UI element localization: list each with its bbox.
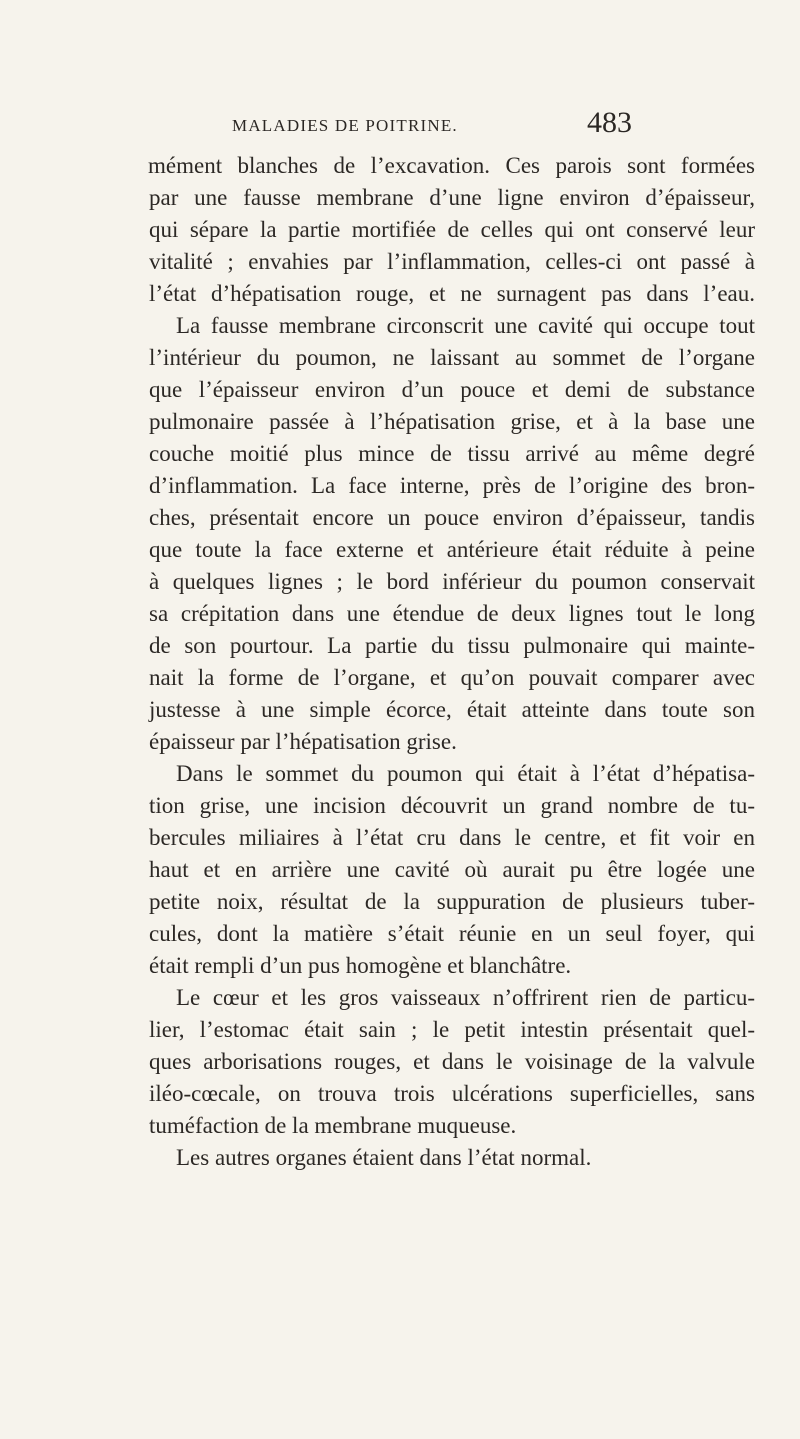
text-line: lier, l’estomac était sain ; le petit intestin présentait quel- — [149, 1017, 755, 1042]
text-line: Dans le sommet du poumon qui était à l’état d’hépatisa- — [176, 761, 755, 786]
text-line: que l’épaisseur environ d’un pouce et demi de substance — [149, 377, 755, 402]
text-line: La fausse membrane circonscrit une cavité qui occupe tout — [176, 313, 755, 338]
text-line: pulmonaire passée à l’hépatisation grise, et à la base une — [149, 409, 755, 434]
text-line: bercules miliaires à l’état cru dans le centre, et fit voir en — [149, 825, 755, 850]
text-line: tion grise, une incision découvrit un grand nombre de tu- — [149, 793, 755, 818]
text-line: nait la forme de l’organe, et qu’on pouvait comparer avec — [149, 665, 755, 690]
text-line: iléo-cœcale, on trouva trois ulcérations superficielles, sans — [149, 1081, 755, 1106]
text-line: Le cœur et les gros vaisseaux n’offrirent rien de particu- — [176, 985, 755, 1010]
text-line: Les autres organes étaient dans l’état normal. — [176, 1145, 592, 1170]
text-line: cules, dont la matière s’était réunie en un seul foyer, qui — [149, 921, 755, 946]
text-line: haut et en arrière une cavité où aurait pu être logée une — [149, 857, 755, 882]
text-line: par une fausse membrane d’une ligne environ d’épaisseur, — [149, 185, 755, 210]
text-line: ches, présentait encore un pouce environ d’épaisseur, tandis — [149, 505, 755, 530]
text-line: de son pourtour. La partie du tissu pulmonaire qui mainte- — [149, 633, 755, 658]
text-line: qui sépare la partie mortifiée de celles qui ont conservé leur — [149, 217, 755, 242]
text-line: était rempli d’un pus homogène et blanchâtre. — [149, 953, 572, 978]
text-line: à quelques lignes ; le bord inférieur du poumon conservait — [149, 569, 755, 594]
text-line: l’intérieur du poumon, ne laissant au sommet de l’organe — [149, 345, 755, 370]
text-line: mément blanches de l’excavation. Ces parois sont formées — [148, 153, 755, 178]
text-line: justesse à une simple écorce, était atteinte dans toute son — [149, 697, 755, 722]
page-number: 483 — [587, 106, 632, 139]
text-line: épaisseur par l’hépatisation grise. — [149, 729, 457, 754]
text-line: petite noix, résultat de la suppuration de plusieurs tuber- — [149, 889, 755, 914]
text-line: d’inflammation. La face interne, près de l’origine des bron- — [149, 473, 755, 498]
text-line: l’état d’hépatisation rouge, et ne surnagent pas dans l’eau. — [149, 281, 755, 306]
text-line: vitalité ; envahies par l’inflammation, celles-ci ont passé à — [149, 249, 755, 274]
text-line: que toute la face externe et antérieure était réduite à peine — [149, 537, 755, 562]
text-line: ques arborisations rouges, et dans le voisinage de la valvule — [149, 1049, 755, 1074]
text-line: sa crépitation dans une étendue de deux lignes tout le long — [149, 601, 755, 626]
running-title: MALADIES DE POITRINE. — [232, 116, 458, 135]
page-header — [232, 106, 632, 152]
text-line: couche moitié plus mince de tissu arrivé au même degré — [149, 441, 755, 466]
text-line: tuméfaction de la membrane muqueuse. — [149, 1113, 517, 1138]
